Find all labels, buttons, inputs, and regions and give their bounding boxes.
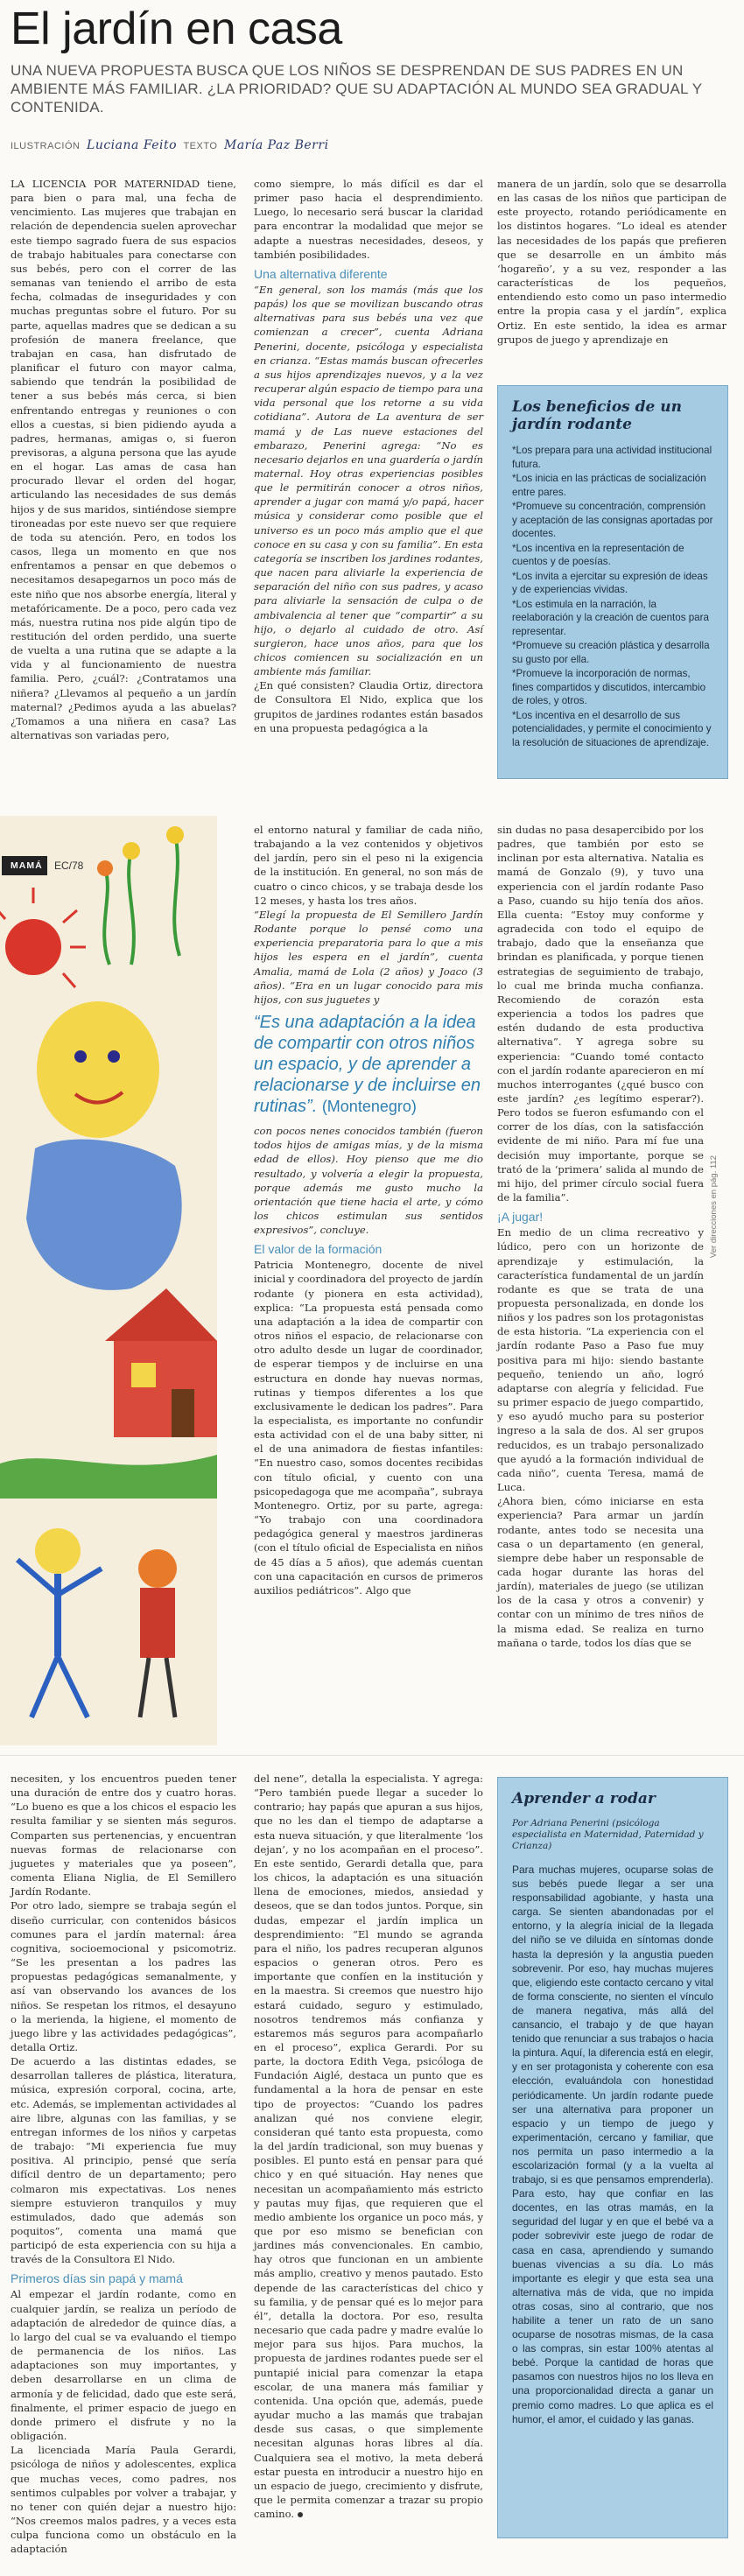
paragraph: el entorno natural y familiar de cada niño, trabajando a la vez contenidos y objetivos del jardín, pero sin el peso ni la exigencia de la institución. En general, no son más de cuatro o cinco chicos, y se trabaja desde los 12 meses, y hasta los tres años. xyxy=(254,824,483,907)
list-item: *Promueve su creación plástica y desarrolla su gusto por ella. xyxy=(512,640,710,665)
pull-quote-attribution: (Montenegro) xyxy=(321,1098,417,1116)
column-1-bottom xyxy=(11,1772,236,2556)
paragraph xyxy=(254,1772,483,2521)
section-code: EC/78 xyxy=(54,860,84,872)
list-item: *Los incentiva en el desarrollo de sus potencialidades, y permite el conocimiento y la resolución de situaciones de aprendizaje. xyxy=(512,709,712,748)
page-reference-text: Ver direcciones en pág. 112 xyxy=(709,1155,719,1259)
list-item: *Los estimula en la narración, la reelaboración y la creación de cuentos para representar. xyxy=(512,598,709,637)
section-divider xyxy=(0,1755,744,1756)
column-2-top xyxy=(254,177,483,735)
pull-quote xyxy=(254,1012,483,1117)
paragraph: Patricia Montenegro, docente de nivel inicial y coordinadora del proyecto de jardín rodante (y pionera en esta actividad), explica: “La propuesta está pensada como una adaptación a la idea de compartir con otros niños el espacio, de relacionarse con otro adulto desde un lugar de coordinador, de esperar tiempos y de incluirse en una estructura en donde hay nuevas normas, rutinas y tiempos diferentes a los que exclusivamente le dedican los padres”. Para la especialista, es importante no confundir esta actividad con el de una baby sitter, ni el de una animadora de fiestas infantiles: “En nuestro caso, somos docentes recibidas con título oficial, y cuento con una psicopedagoga que me acompaña”, subraya Montenegro. Ortiz, por su parte, agrega: “Yo trabajo con una coordinadora pedagógica general y maestros jardineras (con el título oficial de Especialista en niños de 45 días a 5 años), que además cuentan con una capacitación en cursos de primeros auxilios pediátricos”. Algo que xyxy=(254,1259,483,1597)
column-2-bottom xyxy=(254,1772,483,2521)
benefits-list xyxy=(512,444,713,749)
illustrator-name: Luciana Feito xyxy=(87,138,178,152)
box-byline: Por Adriana Penerini (psicóloga especialista en Maternidad, Paternidad y Crianza) xyxy=(512,1818,704,1851)
child-drawing-illustration xyxy=(0,816,217,1745)
paragraph: sin dudas no pasa desapercibido por los padres, que también por esto se inclinan por esta alternativa. Natalia es mamá de Gonzalo (9), y tuvo una experiencia con el jardín rodante Paso a Paso, cuando su hijo tenía dos años. Ella cuenta: “Estoy muy conforme y agradecida con todo el equipo de trabajo, dado que la enseñanza que brindan es planificada, y porque tienen estrategias de seguimiento de trabajo, lo cual me brinda mucha confianza. Recomiendo de corazón esta experiencia a todos los padres que estén dudando de esta productiva alternativa”. Y agrega sobre su experiencia: “Cuando tomé contacto con el jardín rodante aparecieron en mí muchos interrogantes (¿qué busco con este jardín? ¿es legítimo esperar?). Pero todos se fueron esfumando con el correr de los días, con la satisfacción evidente de mi niño. Para mí fue una decisión muy importante, porque se trató de la ‘primera’ salida al mundo de mi hijo, del primer círculo social fuera de la familia”. xyxy=(497,824,704,1204)
article-dek: UNA NUEVA PROPUESTA BUSCA QUE LOS NIÑOS SE DESPRENDAN DE SUS PADRES EN UN AMBIENTE MÁS FAMILIAR. ¿LA PRIORIDAD? QUE SU ADAPTACIÓN AL MUNDO SEA GRADUAL Y CONTENIDA. xyxy=(11,62,702,116)
paragraph: LA LICENCIA POR MATERNIDAD tiene, para bien o para mal, una fecha de vencimiento. Las mujeres que trabajan en relación de dependencia suelen aprovechar este tiempo sagrado fuera de sus espacios de trabajo habituales para conectarse con sus bebés, pero con el correr de las semanas van teniendo el arribo de esta fecha, colmadas de inseguridades y con muchas preguntas sobre el futuro. Por su parte, aquellas madres que se dedican a su profesión de manera freelance, que trabajan en casa, han disfrutado de planificar el futuro con mayor calma, sabiendo que tendrán la posibilidad de tener a sus bebés más cerca, si bien enfrentando entregas y reuniones o con ellos a cuestas, si bien pidiendo ayuda a padres, hermanas, amigas o, si fueron previsoras, a alguna persona que las ayude en el hogar. Las amas de casa han procurado llevar el orden del hogar, articulando las necesidades de sus demás hijos y de sus maridos, sintiéndose siempre tironeadas por este nuevo ser que requiere de toda su atención. Pero, en todos los casos, llega un momento en que nos enfrentamos a pensar en que debemos o necesitamos desapegarnos un poco más de este niño que nos absorbe energía, literal y metafóricamente. De a poco, pero cada vez más, nuestra rutina nos pide algún tipo de restitución del orden perdido, una suerte de vuelta a una rutina que se adapte a la vida y al funcionamiento de nuestra familia. Pero, ¿cuál?: ¿Contratamos una niñera? ¿Llevamos al pequeño a un jardín maternal? ¿Pedimos ayuda a las abuelas? ¿Tomamos a una niñera en casa? Las alternativas son variadas pero, xyxy=(11,178,236,742)
subhead: ¡A jugar! xyxy=(497,1210,544,1225)
list-item: *Los invita a ejercitar su expresión de ideas y de experiencias vividas. xyxy=(512,570,708,595)
paragraph: Por otro lado, siempre se trabaja según el diseño curricular, con contenidos básicos comunes para el jardín maternal: área cognitiva, socioemocional y psicomotriz. “Se les presentan a los padres las propuestas pedagógicas semanalmente, y así van observando los avances de los niños. Se respetan los ritmos, el desayuno o la merienda, la higiene, el momento de juego libre y las actividades pedagógicas”, detalla Ortiz. xyxy=(11,1899,236,2053)
list-item: *Los incentiva en la representación de cuentos y de poesías. xyxy=(512,542,684,567)
author-name: María Paz Berri xyxy=(224,138,329,152)
paragraph: ¿En qué consisten? Claudia Ortiz, directora de Consultora El Nido, explica que los grupitos de jardines rodantes están basados en una propuesta pedagógica a la xyxy=(254,679,483,734)
paragraph: como siempre, lo más difícil es dar el primer paso hacia el desprendimiento. Luego, lo necesario será buscar la claridad para encontrar la modalidad que mejor se adapte a nuestras necesidades, deseos, y también posibilidades. xyxy=(254,178,483,261)
article-title: El jardín en casa xyxy=(11,4,342,54)
credits-line xyxy=(11,138,333,152)
paragraph: Al empezar el jardín rodante, como en cualquier jardín, se realiza un período de adaptación de alrededor de quince días, a lo largo del cual se va evaluando el tiempo de permanencia de los niños. Las adaptaciones son muy importantes, y deben desarrollarse en un clima de armonía y de felicidad, dado que este será, finalmente, el primer espacio de juego en donde primero el disfrute y no la obligación. xyxy=(11,2288,236,2443)
subhead: Una alternativa diferente xyxy=(254,266,388,281)
list-item: *Promueve su concentración, comprensión y aceptación de las consignas aportadas por docentes. xyxy=(512,501,713,539)
end-mark-icon xyxy=(298,2512,303,2517)
column-2-middle xyxy=(254,823,483,1597)
pull-quote-text: “Es una adaptación a la idea de compartir con otros niños un espacio, y de aprender a relacionarse y de incluirse en rutinas”. xyxy=(254,1013,481,1117)
benefits-box xyxy=(497,385,728,779)
subhead: El valor de la formación xyxy=(254,1242,383,1257)
paragraph: “Elegí la propuesta de El Semillero Jardín Rodante porque lo pensé como una experiencia preparatoria para lo que a mis hijos les espera en el jardín”, cuenta Amalia, mamá de Lola (2 años) y Joaco (3 años). “Era en un lugar conocido para mis hijos, con sus juguetes y xyxy=(254,908,483,1006)
paragraph: La licenciada María Paula Gerardi, psicóloga de niños y adolescentes, explica que muchas veces, como padres, nos sentimos culpables por volver a trabajar, y no tener con quién dejar a nuestro hijo: “Nos creemos malos padres, y a veces esta culpa funciona como un obstáculo en la adaptación xyxy=(11,2444,236,2556)
column-1-top xyxy=(11,177,236,742)
paragraph: ¿Ahora bien, cómo iniciarse en esta experiencia? Para armar un jardín rodante, antes todo se necesita una casa o un departamento (en general, siempre debe haber un responsable de cada hogar durante las horas del jardín), materiales de juego (se utilizan los de la casa y otros a convenir) y contar con un mínimo de tres niños de la misma edad. Se realiza en turno mañana o tarde, todos los días que se xyxy=(497,1495,704,1649)
paragraph: necesiten, y los encuentros pueden tener una duración de entre dos y cuatro horas. “Lo bueno es que a los chicos el espacio les resulta familiar y se sienten más seguros. Comparten sus pertenencias, y encuentran nuevas formas de relacionarse con juguetes y materiales que ya poseen”, comenta Eliana Niglia, de El Semillero Jardín Rodante. xyxy=(11,1772,236,1899)
subhead: Primeros días sin papá y mamá xyxy=(11,2271,183,2286)
paragraph: manera de un jardín, solo que se desarrolla en las casas de los niños que participan de este proyecto, rotando periódicamente en los distintos hogares. “Lo ideal es atender las necesidades de los papás que prefieren que se desarrolle en un ámbito más ‘hogareño’, y a su vez, responder a las características de los pequeños, entendiendo esto como un paso intermedio entre la propia casa y el jardín”, explica Ortiz. En este sentido, la idea es armar grupos de juego y aprendizaje en xyxy=(497,178,726,346)
list-item: *Promueve la incorporación de normas, fines compartidos y discutidos, intercambio de roles, y otros. xyxy=(512,668,706,706)
paragraph-text: del nene”, detalla la especialista. Y agrega: “Pero también puede llegar a suceder lo contrario; hay papás que apuran a sus hijos, que no les dan el tiempo de adaptarse a esta nueva situación, y que literalmente ‘los dejan’, y no los acompañan en el proceso”. En este sentido, Gerardi detalla que, para los chicos, la adaptación es una situación llena de emociones, miedos, ansiedad y deseos, que se dan todos juntos. Porque, sin dudas, empezar el jardín implica un desprendimiento: “El mundo se agranda para el niño, los padres recuperan algunos espacios o generan otros. Pero es importante que confíen en la institución y en la maestra. Si creemos que nuestro hijo estará cuidado, seguro y estimulado, nosotros tendremos más confianza y estaremos más seguros para acompañarlo en el proceso”, explica Gerardi. Por su parte, la doctora Edith Vega, psicóloga de Fundación Aiglé, destaca un punto que es fundamental a la hora de pensar en este tipo de proyectos: “Cuando los padres analizan qué nos conviene elegir, consideran qué tanto esta propuesta, como la del jardín tradicional, son muy buenas y posibles. El punto está en pensar para qué chico y en qué situación. Hay nenes que necesitan un acompañamiento más estricto y pautas muy fijas, que requieren que el medio ambiente los organice un poco más, y que por eso mismo se benefician con jardines más convencionales. En cambio, hay otros que funcionan en un ambiente más amplio, creativo y menos pautado. Esto depende de las características del chico y su familia, y de pensar qué es lo mejor para él”, detalla la doctora. Por eso, resulta necesario que cada padre y madre evalúe lo mejor para sus hijos. Para muchos, la propuesta de jardines rodantes puede ser el puntapié inicial para comenzar la etapa escolar, de una manera más familiar y contenida. Una opción que, además, puede ayudar mucho a las mamás que trabajan desde sus casas, o que simplemente necesitan algunas horas libres al día. Cualquiera sea el motivo, la meta deberá estar puesta en introducir a nuestro hijo en un espacio de juego, crecimiento y disfrute, que le permita comenzar a trazar su propio camino. xyxy=(254,1772,483,2521)
section-tab: MAMÁ xyxy=(2,856,47,875)
paragraph: “En general, son los mamás (más que los papás) los que se movilizan buscando otras alternativas para sus bebés una vez que comienzan a crecer”, cuenta Adriana Penerini, docente, psicóloga y especialista en crianza. “Estas mamás buscan ofrecerles a sus hijos aprendizajes nuevos, y a la vez recuperar algún espacio de tiempo para una vida personal que los retorne a su vida cotidiana”. Autora de La aventura de ser mamá y de Las nueve estaciones del embarazo, Penerini agrega: “No es necesario dejarlos en una guardería o jardín maternal. Hoy otras experiencias posibles que le permitirán conocer a otros niños, aprender a jugar con mamá y/o papá, hacer música y considerar como posible que el universo es un poco más amplio que el que conoce en su casa y con su familia”. En esta categoría se inscriben los jardines rodantes, que nacen para aliviarle la experiencia de separación del niño con sus padres, y acaso para aliviarle la sensación de culpa o de ambivalencia al tener que “compartir” a su hijo, o dejarlo al cuidado de otro. Así surgieron, hace unos años, para que los chicos comiencen su socialización en un ambiente más familiar. xyxy=(254,283,483,678)
box-title: Aprender a rodar xyxy=(512,1790,656,1807)
box-text: Para muchas mujeres, ocuparse solas de sus bebés puede llegar a ser una responsabilidad agobiante, y hasta una carga. Se sienten abandonadas por el entorno, y la alegría inicial de la llegada del niño se ve diluida en síntomas donde hasta la depresión y la angustia pueden sobrevenir. Por eso, hay muchas mujeres que, eligiendo este contacto cercano y vital de forma consciente, no sienten el vínculo de manera negativa, más allá del cansancio, el trabajo y de que hayan tenido que renunciar a sus trabajos o hacia la pintura. Aquí, la diferencia está en elegir, y en ser protagonista y coherente con esa elección, evaluándola con honestidad periódicamente. Un jardín rodante puede ser una alternativa para proponer un espacio y un tiempo de juego y experimentación, cercano y familiar, que nos permita un paso intermedio a la escolarización formal (y a la vuelta al trabajo, si es que pensamos emprenderla). Para esto, hay que confiar en las docentes, en las otras mamás, en la seguridad del lugar y en que el bebé va a poder sobrevivir este juego de rodar de casa en casa, aprendiendo y sumando buenas vivencias a su día. Lo más importante es elegir y que esta sea una alternativa más de vida, que no impida otras cosas, sino al contrario, que nos habilite a tener un rato de un sano ocuparse de nosotras mismas, de la casa o las compras, sin estar 100% atentas al bebé. Porque la cantidad de horas que pasamos con nuestros hijos no los lleva en una proporcionalidad directa a ganar un premio como madres. Lo que aplica es el humor, el amor, el cuidado y las ganas. xyxy=(512,1864,713,2425)
text-label: TEXTO xyxy=(183,141,218,151)
paragraph: En medio de un clima recreativo y lúdico, pero con un horizonte de aprendizaje y estimulación, la característica fundamental de un jardín rodante es que se trata de una propuesta personalizada, en donde los niños y los padres son los protagonistas de esta historia. “La experiencia con el jardín rodante Paso a Paso fue muy positiva para mi hijo: siendo bastante pequeño, teniendo un año, logró adaptarse con alegría y felicidad. Fue su primer espacio de juego compartido, y eso ayudó mucho para su posterior ingreso a la sala de dos. Al ser grupos reducidos, es un trabajo personalizado que ayudó a la formación individual de cada niño”, cuenta Teresa, mamá de Luca. xyxy=(497,1226,704,1494)
paragraph: De acuerdo a las distintas edades, se desarrollan talleres de plástica, literatura, música, expresión corporal, cocina, arte, etc. Además, se implementan actividades al aire libre, algunas con las familias, y se entregan informes de los niños y carpetas de trabajo: “Mi experiencia fue muy positiva. Al principio, pensé que sería difícil dentro de un departamento; pero colmaron mis expectativas. Los nenes siempre estuvieron tranquilos y muy estimulados, dado que además son poquitos”, comenta una mamá que participó de esta experiencia con su hija a través de la Consultora El Nido. xyxy=(11,2055,236,2266)
column-3-top xyxy=(497,177,726,347)
page-reference-note xyxy=(709,1155,721,1470)
benefits-box-title: Los beneficios de un jardín rodante xyxy=(512,398,682,433)
paragraph: con pocos nenes conocidos también (fueron todos hijos de amigas mías, y de la misma edad de ellos). Hoy pienso que me dio resultado, y volvería a elegir la propuesta, porque además me gusto mucho la orientación que tiene hacia el arte, y cómo los chicos estimulan sus sentidos expresivos”, concluye. xyxy=(254,1125,483,1237)
list-item: *Los inicia en las prácticas de socialización entre pares. xyxy=(512,473,706,498)
list-item: *Los prepara para una actividad institucional futura. xyxy=(512,445,712,470)
column-3-middle xyxy=(497,823,704,1650)
illustration-label: ILUSTRACIÓN xyxy=(11,141,81,151)
aprender-a-rodar-box xyxy=(497,1777,728,2538)
